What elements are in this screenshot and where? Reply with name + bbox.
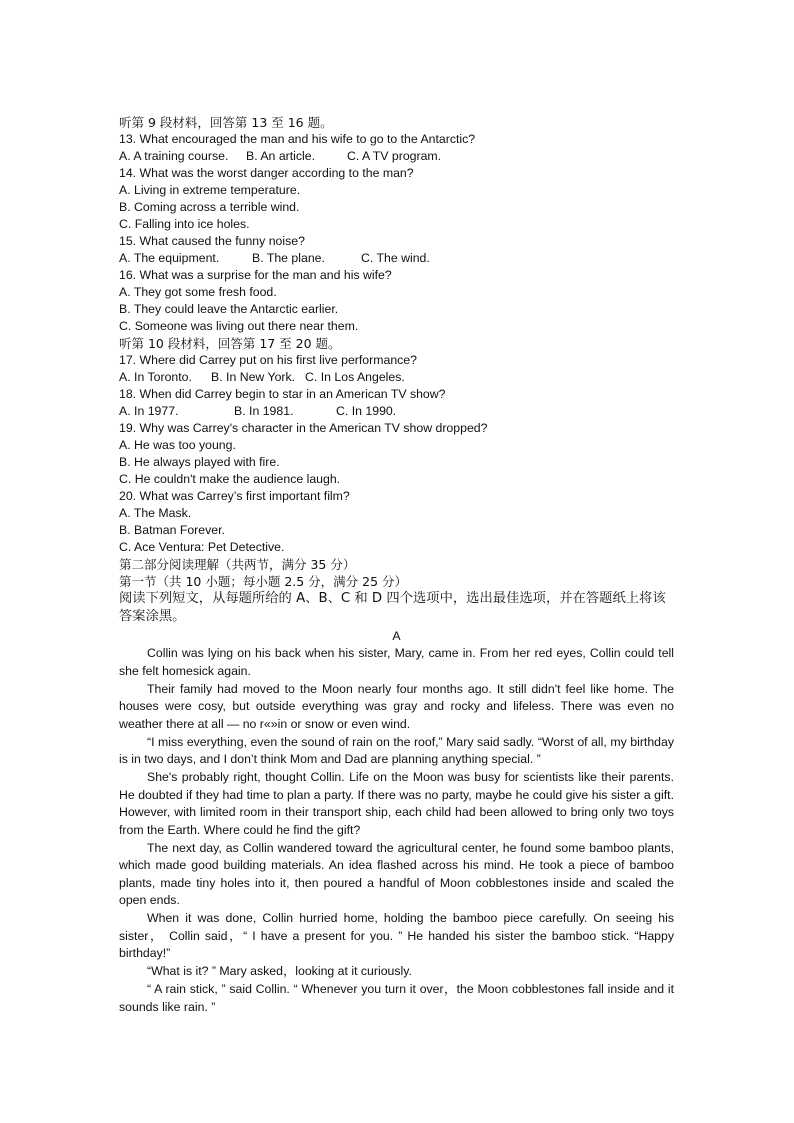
option-b: B. An article.	[246, 149, 316, 163]
option-a: A. A training course.	[119, 149, 229, 163]
option-c: C. In Los Angeles.	[305, 370, 405, 384]
passage-paragraph: Collin was lying on his back when his sister, Mary, came in. From her red eyes, Collin could tell she felt homesick again.	[119, 646, 674, 678]
option-c: C. Ace Ventura: Pet Detective.	[119, 540, 285, 554]
question-20: 20. What was Carrey’s first important film?	[119, 489, 350, 503]
option-b: B. Coming across a terrible wind.	[119, 200, 300, 214]
option-a: A. The equipment.	[119, 251, 220, 265]
reading-part-heading: 第二部分阅读理解（共两节，满分 35 分）	[119, 557, 356, 572]
options-13	[119, 148, 674, 165]
option-c: C. The wind.	[361, 251, 430, 265]
option-c: C. Falling into ice holes.	[119, 217, 250, 231]
options-15	[119, 250, 674, 267]
reading-instruction: 阅读下列短文，从每题所给的 A、B、C 和 D 四个选项中，选出最佳选项，并在答题纸上将该答案涂黑。	[119, 591, 666, 624]
question-block	[119, 131, 674, 165]
option-c: C. He couldn't make the audience laugh.	[119, 472, 341, 486]
option-a: A. In Toronto.	[119, 370, 192, 384]
option-b: B. Batman Forever.	[119, 523, 225, 537]
passage-paragraph: The next day, as Collin wandered toward the agricultural center, he found some bamboo plants, which made good building materials. An idea flashed across his mind. He took a piece of bamboo plants, made tiny holes into it, then poured a handful of Moon cobblestones inside and scaled the open ends.	[119, 840, 674, 907]
section10-heading: 听第 10 段材料，回答第 17 至 20 题。	[119, 336, 341, 351]
question-17: 17. Where did Carrey put on his first live performance?	[119, 353, 417, 367]
question-18: 18. When did Carrey begin to star in an American TV show?	[119, 387, 446, 401]
options-18	[119, 403, 674, 420]
option-a: A. He was too young.	[119, 438, 236, 452]
question-14: 14. What was the worst danger according to the man?	[119, 166, 414, 180]
option-b: B. They could leave the Antarctic earlier.	[119, 302, 339, 316]
option-c: C. Someone was living out there near them.	[119, 319, 359, 333]
option-c: C. A TV program.	[347, 149, 442, 163]
question-block	[119, 420, 674, 488]
question-13: 13. What encouraged the man and his wife to go to the Antarctic?	[119, 132, 476, 146]
option-b: B. In 1981.	[234, 404, 294, 418]
question-block	[119, 352, 674, 386]
passage-paragraph: “I miss everything, even the sound of rain on the roof,” Mary said sadly. “Worst of all, my birthday is in two days, and I don’t think Mom and Dad are planning anything special. ”	[119, 734, 674, 766]
section9-heading: 听第 9 段材料，回答第 13 至 16 题。	[119, 115, 333, 130]
question-block	[119, 233, 674, 267]
option-b: B. In New York.	[211, 370, 296, 384]
question-15: 15. What caused the funny noise?	[119, 234, 305, 248]
passage-paragraph: Their family had moved to the Moon nearly four months ago. It still didn't feel like home. The houses were cosy, but outside everything was gray and rocky and lifeless. There was even no weather there at all — no r«»in or snow or even wind.	[119, 681, 674, 731]
option-a: A. Living in extreme temperature.	[119, 183, 301, 197]
passage-paragraph: She's probably right, thought Collin. Life on the Moon was busy for scientists like their parents. He doubted if they had time to plan a party. If there was no party, maybe he could give his sister a gift. However, with limited room in their transport ship, each child had been allowed to bring only two toys from the Earth. Where could he find the gift?	[119, 770, 674, 837]
question-16: 16. What was a surprise for the man and his wife?	[119, 268, 392, 282]
options-17	[119, 369, 674, 386]
question-block	[119, 386, 674, 420]
option-a: A. The Mask.	[119, 506, 192, 520]
question-19: 19. Why was Carrey's character in the American TV show dropped?	[119, 421, 488, 435]
option-c: C. In 1990.	[336, 404, 397, 418]
reading-section-heading: 第一节（共 10 小题；每小题 2.5 分，满分 25 分）	[119, 574, 408, 589]
passage-label: A	[392, 629, 401, 643]
option-b: B. The plane.	[252, 251, 325, 265]
question-block	[119, 267, 674, 335]
page-content	[119, 114, 674, 1016]
passage-paragraph: “What is it? ” Mary asked，looking at it curiously.	[147, 964, 412, 978]
question-block	[119, 165, 674, 233]
option-a: A. They got some fresh food.	[119, 285, 277, 299]
passage-paragraph: “ A rain stick, ” said Collin. “ Whenever you turn it over，the Moon cobblestones fall inside and it sounds like rain. ”	[119, 982, 674, 1014]
passage-body	[119, 645, 674, 1016]
passage-paragraph: When it was done, Collin hurried home, holding the bamboo piece carefully. On seeing his sister， Collin said，“ I have a present for you. ” He handed his sister the bamboo stick. “Happy birthday!”	[119, 911, 674, 960]
option-b: B. He always played with fire.	[119, 455, 280, 469]
option-a: A. In 1977.	[119, 404, 179, 418]
question-block	[119, 488, 674, 556]
